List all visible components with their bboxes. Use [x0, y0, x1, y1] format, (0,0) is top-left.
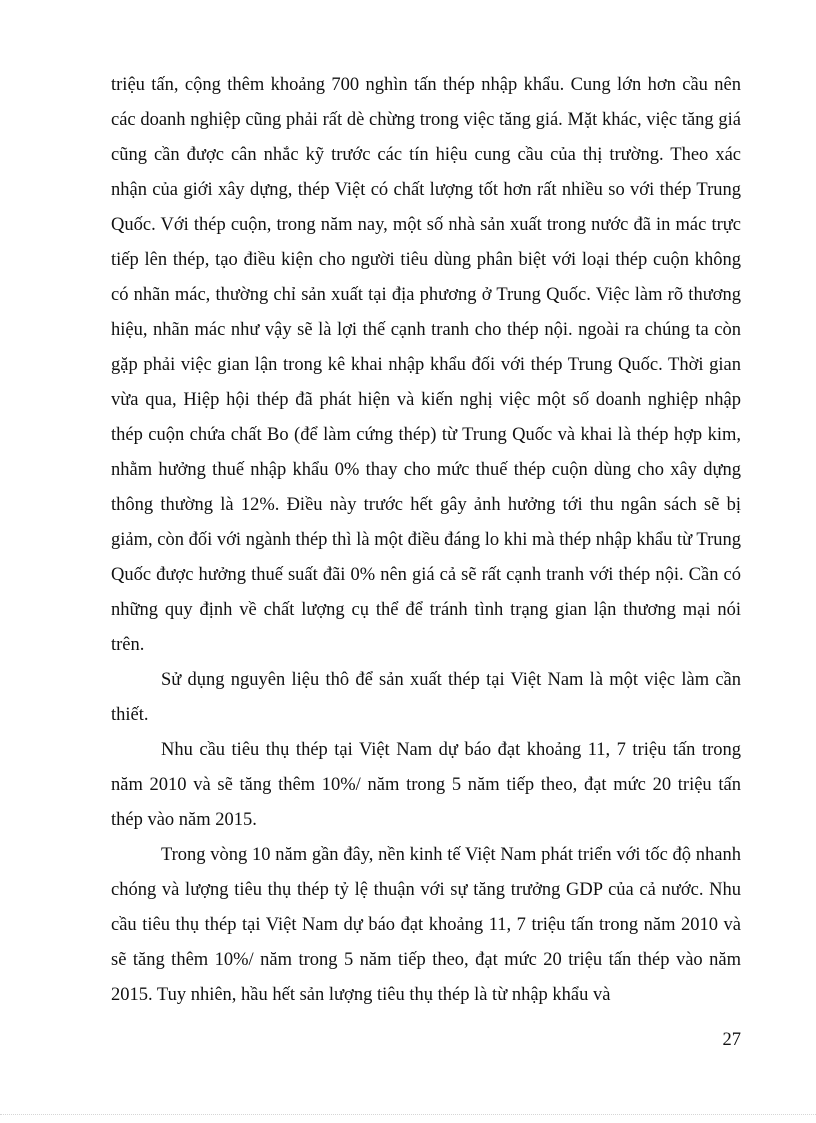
document-body — [111, 68, 741, 1013]
paragraph: Nhu cầu tiêu thụ thép tại Việt Nam dự báo đạt khoảng 11, 7 triệu tấn trong năm 2010 và sẽ tăng thêm 10%/ năm trong 5 năm tiếp theo, đạt mức 20 triệu tấn thép vào năm 2015. — [111, 740, 741, 830]
page-number: 27 — [722, 1030, 741, 1050]
page-bottom-divider — [0, 1114, 816, 1115]
paragraph: Trong vòng 10 năm gần đây, nền kinh tế Việt Nam phát triển với tốc độ nhanh chóng và lượng tiêu thụ thép tỷ lệ thuận với sự tăng trưởng GDP của cả nước. Nhu cầu tiêu thụ thép tại Việt Nam dự báo đạt khoảng 11, 7 triệu tấn trong năm 2010 và sẽ tăng thêm 10%/ năm trong 5 năm tiếp theo, đạt mức 20 triệu tấn thép vào năm 2015. Tuy nhiên, hầu hết sản lượng tiêu thụ thép là từ nhập khẩu và — [111, 845, 741, 1005]
paragraph: triệu tấn, cộng thêm khoảng 700 nghìn tấn thép nhập khẩu. Cung lớn hơn cầu nên các doanh nghiệp cũng phải rất dè chừng trong việc tăng giá. Mặt khác, việc tăng giá cũng cần được cân nhắc kỹ trước các tín hiệu cung cầu của thị trường. Theo xác nhận của giới xây dựng, thép Việt có chất lượng tốt hơn rất nhiều so với thép Trung Quốc. Với thép cuộn, trong năm nay, một số nhà sản xuất trong nước đã in mác trực tiếp lên thép, tạo điều kiện cho người tiêu dùng phân biệt với loại thép cuộn không có nhãn mác, thường chỉ sản xuất tại địa phương ở Trung Quốc. Việc làm rõ thương hiệu, nhãn mác như vậy sẽ là lợi thế cạnh tranh cho thép nội. ngoài ra chúng ta còn gặp phải việc gian lận trong kê khai nhập khẩu đối với thép Trung Quốc. Thời gian vừa qua, Hiệp hội thép đã phát hiện và kiến nghị việc một số doanh nghiệp nhập thép cuộn chứa chất Bo (để làm cứng thép) từ Trung Quốc và khai là thép hợp kim, nhằm hưởng thuế nhập khẩu 0% thay cho mức thuế thép cuộn dùng cho xây dựng thông thường là 12%. Điều này trước hết gây ảnh hưởng tới thu ngân sách sẽ bị giảm, còn đối với ngành thép thì là một điều đáng lo khi mà thép nhập khẩu từ Trung Quốc được hưởng thuế suất đãi 0% nên giá cả sẽ rất cạnh tranh với thép nội. Cần có những quy định về chất lượng cụ thể để tránh tình trạng gian lận thương mại nói trên. — [111, 75, 741, 655]
paragraph: Sử dụng nguyên liệu thô để sản xuất thép tại Việt Nam là một việc làm cần thiết. — [111, 670, 741, 725]
